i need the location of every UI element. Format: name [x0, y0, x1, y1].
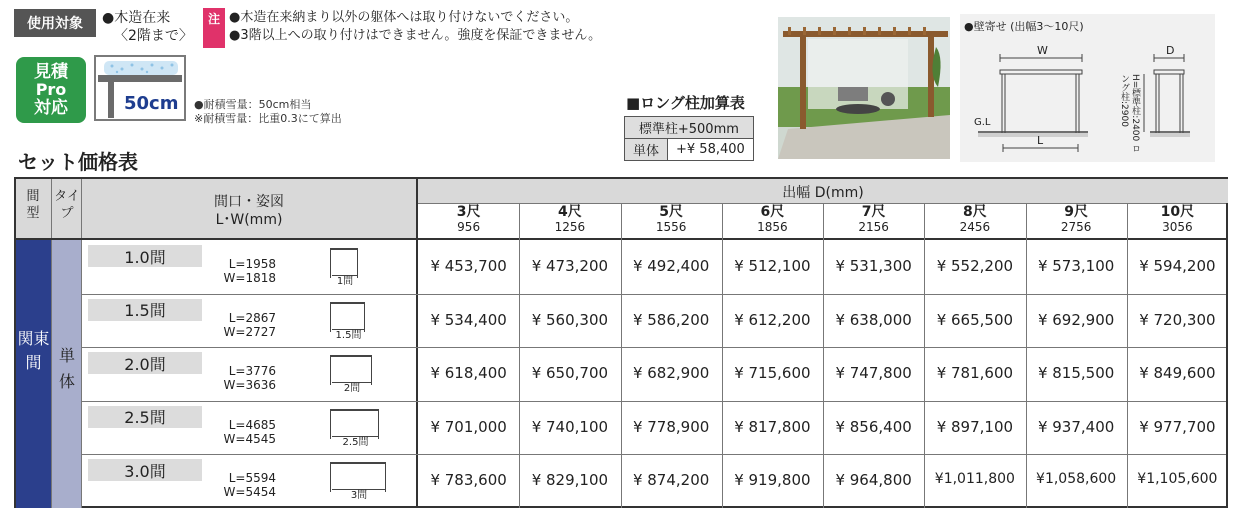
diagram-l: L: [1037, 134, 1044, 147]
header-size: 間口・姿図: [214, 194, 284, 210]
price-cell: ¥ 453,700: [430, 257, 507, 275]
type-label: 単体: [58, 346, 75, 391]
depth-header-7: [1026, 205, 1127, 235]
header-type: タイプ: [54, 189, 80, 221]
long-post-header: 標準柱+500mm: [625, 117, 754, 139]
depth-header-4: [722, 205, 823, 235]
price-cell: ¥ 874,200: [632, 471, 710, 489]
grid-line: [82, 401, 1226, 402]
grid-line: [1026, 203, 1027, 508]
dimension-l: L=5594: [228, 471, 276, 485]
price-cell: ¥ 937,400: [1037, 417, 1115, 436]
usage-tag: 使用対象: [14, 9, 96, 37]
size-figure: [330, 353, 400, 395]
depth-shaku: 10尺: [1160, 204, 1195, 220]
price-cell: ¥ 492,400: [632, 257, 710, 275]
dimension-l: L=4685: [228, 417, 276, 432]
note-line-2: ●3階以上への取り付けはできません。強度を保証できません。: [229, 28, 602, 43]
price-cell: ¥ 977,700: [1139, 417, 1216, 436]
grid-line: [621, 203, 622, 508]
depth-header-1: [418, 205, 519, 235]
price-cell: ¥1,058,600: [1036, 471, 1117, 487]
snow-load-icon: [94, 55, 186, 121]
depth-mm: 2156: [858, 220, 889, 234]
diagram-h-label-2: ロング柱:2900: [1119, 74, 1140, 154]
wall-mount-diagram: [960, 14, 1215, 162]
price-cell: ¥ 783,600: [430, 471, 507, 489]
dimension-w: W=3636: [223, 378, 276, 392]
dimension-w: W=5454: [223, 485, 276, 499]
size-dimensions: [196, 257, 276, 285]
size-dimensions: [196, 471, 276, 499]
long-post-title: ■ロング柱加算表: [626, 94, 745, 112]
price-cell: ¥ 618,400: [430, 364, 507, 382]
price-cell: ¥ 682,900: [632, 364, 710, 382]
price-cell: ¥1,011,800: [934, 471, 1015, 487]
grid-line: [924, 203, 925, 508]
price-cell: ¥ 720,300: [1139, 310, 1216, 329]
size-figure-frame: [330, 302, 365, 332]
diagram-gl: G.L: [974, 117, 991, 128]
price-cell: ¥ 815,500: [1037, 364, 1115, 382]
depth-shaku: 7尺: [861, 204, 886, 220]
header-size-sub: L･W(mm): [215, 212, 283, 228]
price-cell: ¥ 817,800: [734, 417, 811, 436]
diagram-title-text: ●壁寄せ: [964, 20, 1007, 33]
price-cell: ¥ 781,600: [936, 364, 1014, 382]
grid-line: [82, 294, 1226, 295]
dimension-w: W=4545: [223, 431, 276, 446]
size-figure-label: 1間: [332, 275, 358, 287]
price-cell: ¥ 897,100: [936, 417, 1014, 436]
snow-note-2: ※耐積雪量：比重0.3にて算出: [194, 112, 342, 125]
price-cell: ¥ 701,000: [430, 417, 507, 436]
usage-line-2: 〈2階まで〉: [114, 28, 193, 44]
product-photo: [778, 17, 950, 159]
set-price-title: セット価格表: [18, 150, 138, 174]
price-cell: ¥ 829,100: [531, 471, 609, 489]
diagram-subtitle: (出幅3～10尺): [1010, 20, 1084, 33]
price-cell: ¥ 552,200: [936, 257, 1014, 275]
note-line-1: ●木造在来納まり以外の躯体へは取り付けないでください。: [229, 10, 579, 25]
price-table: [14, 177, 1228, 508]
snow-note-1: ●耐積雪量：50cm相当: [194, 98, 312, 111]
price-cell: ¥ 778,900: [632, 417, 710, 436]
price-cell: ¥ 964,800: [835, 471, 912, 489]
diagram-h: [1110, 74, 1140, 158]
size-dimensions: [196, 364, 276, 392]
price-cell: ¥ 650,700: [531, 364, 609, 382]
badge-text-1: 見積: [34, 62, 68, 82]
price-cell: ¥ 747,800: [835, 364, 912, 382]
kata-label: 関東間: [17, 329, 50, 372]
estimate-pro-badge: [16, 57, 86, 123]
snow-value: 50cm: [124, 93, 179, 114]
depth-mm: 2456: [959, 220, 991, 234]
grid-line: [418, 203, 1226, 204]
badge-text-3: 対応: [34, 98, 68, 118]
depth-header-6: [924, 205, 1025, 235]
long-post-table: [624, 116, 754, 161]
dimension-w: W=1818: [223, 271, 276, 285]
price-cell: ¥ 849,600: [1139, 364, 1216, 382]
badge-text-2: Pro: [35, 80, 67, 99]
depth-shaku: 3尺: [456, 204, 481, 220]
size-figure-frame: [330, 248, 358, 278]
depth-mm: 1856: [757, 220, 788, 234]
grid-line: [519, 203, 520, 508]
depth-header-5: [823, 205, 924, 235]
price-cell: ¥ 586,200: [632, 310, 710, 329]
diagram-d: D: [1166, 44, 1175, 57]
grid-line: [823, 203, 824, 508]
price-cell: ¥ 740,100: [531, 417, 609, 436]
depth-shaku: 5尺: [659, 204, 683, 220]
header-depth: 出幅 D(mm): [782, 185, 864, 201]
depth-mm: 1556: [655, 220, 687, 234]
diagram-w: W: [1037, 44, 1048, 57]
depth-shaku: 8尺: [963, 204, 987, 220]
price-cell: ¥ 665,500: [936, 310, 1014, 329]
size-figure-frame: [330, 462, 386, 492]
size-figure-frame: [330, 355, 372, 385]
price-cell: ¥ 531,300: [835, 257, 912, 275]
header-kata: 間型: [26, 189, 40, 221]
size-figure-label: 2間: [332, 382, 372, 394]
size-figure: [330, 246, 400, 288]
depth-mm: 956: [457, 220, 481, 234]
size-dimensions: [196, 311, 276, 339]
depth-mm: 3056: [1162, 220, 1193, 234]
depth-header-8: [1127, 205, 1228, 235]
price-cell: ¥ 638,000: [835, 310, 912, 329]
size-label: 1.0間: [88, 245, 202, 267]
price-cell: ¥ 919,800: [734, 471, 811, 489]
price-cell: ¥ 856,400: [835, 417, 912, 436]
size-dimensions: [196, 418, 276, 446]
dimension-l: L=1958: [228, 257, 276, 271]
long-post-row-value: +¥ 58,400: [668, 139, 754, 161]
size-figure-label: 1.5間: [332, 329, 365, 341]
price-cell: ¥ 473,200: [531, 257, 609, 275]
price-cell: ¥ 692,900: [1037, 310, 1115, 329]
price-cell: ¥ 715,600: [734, 364, 811, 382]
depth-shaku: 6尺: [760, 204, 785, 220]
price-cell: ¥1,105,600: [1137, 471, 1218, 487]
size-label: 1.5間: [88, 299, 202, 321]
size-figure-label: 2.5間: [332, 436, 379, 448]
size-figure-label: 3間: [332, 489, 386, 501]
grid-line: [722, 203, 723, 508]
size-label: 2.5間: [88, 406, 202, 428]
long-post-row-label: 単体: [625, 139, 668, 161]
diagram-h-label-1: H=標準柱:2400: [1130, 74, 1140, 142]
diagram-lines: [960, 14, 1215, 162]
depth-mm: 2756: [1060, 220, 1092, 234]
depth-shaku: 9尺: [1064, 204, 1088, 220]
size-figure: [330, 407, 400, 449]
price-cell: ¥ 612,200: [734, 310, 811, 329]
dimension-l: L=3776: [228, 364, 276, 378]
size-label: 3.0間: [88, 459, 202, 481]
depth-header-2: [519, 205, 620, 235]
note-tag: 注: [203, 8, 225, 48]
price-cell: ¥ 534,400: [430, 310, 507, 329]
grid-line: [82, 347, 1226, 348]
dimension-w: W=2727: [223, 324, 276, 339]
depth-mm: 1256: [554, 220, 586, 234]
depth-header-3: [621, 205, 722, 235]
grid-line: [1127, 203, 1128, 508]
size-figure: [330, 300, 400, 342]
price-cell: ¥ 594,200: [1139, 257, 1216, 275]
size-label: 2.0間: [88, 352, 202, 374]
dimension-l: L=2867: [228, 310, 276, 325]
size-figure-frame: [330, 409, 379, 439]
price-cell: ¥ 512,100: [734, 257, 811, 275]
usage-line-1: ●木造在来: [102, 10, 171, 26]
size-figure: [330, 460, 400, 502]
depth-shaku: 4尺: [558, 204, 582, 220]
price-cell: ¥ 560,300: [531, 310, 609, 329]
price-cell: ¥ 573,100: [1037, 257, 1115, 275]
grid-line: [82, 454, 1226, 455]
